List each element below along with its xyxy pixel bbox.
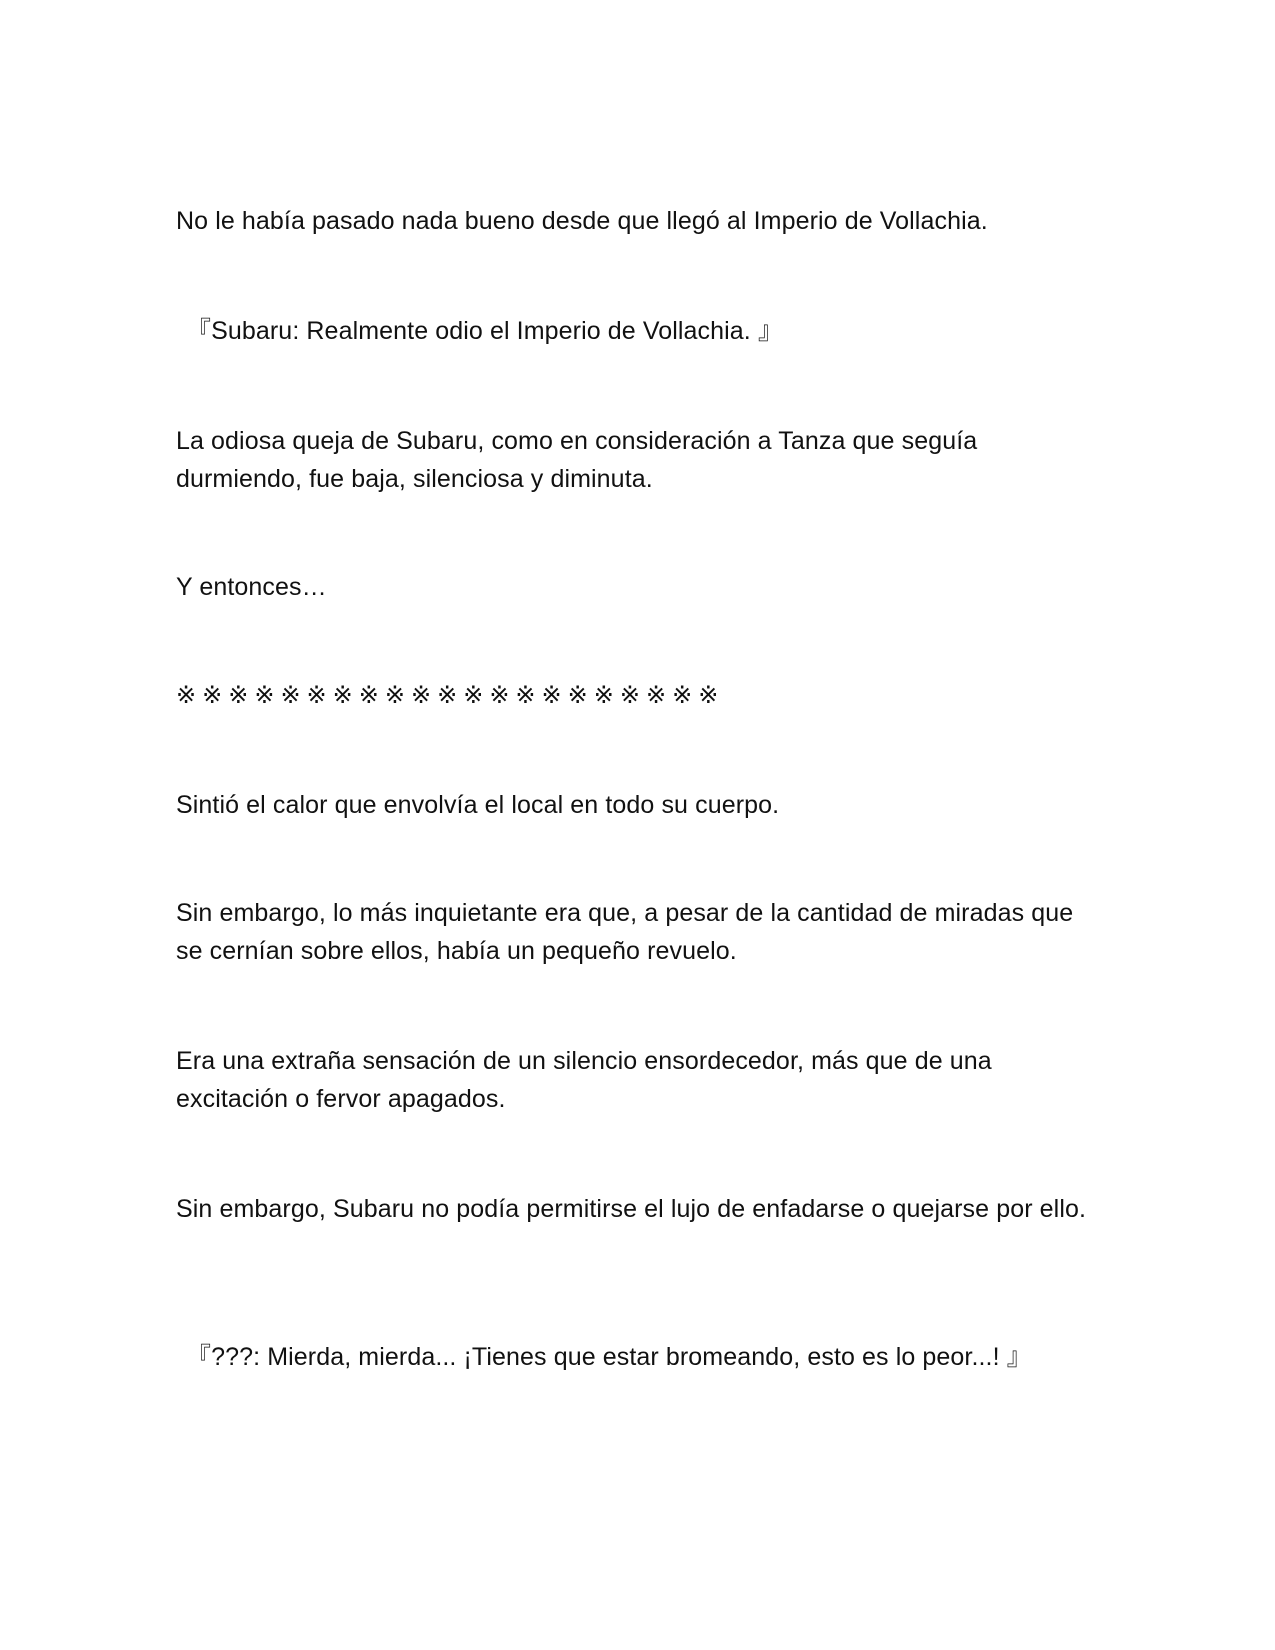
- dialogue-unknown: 『???: Mierda, mierda... ¡Tienes que estar bromeando, esto es lo peor...! 』: [186, 1343, 1032, 1371]
- dialogue-subaru: 『Subaru: Realmente odio el Imperio de Vollachia. 』: [186, 317, 783, 345]
- paragraph-narration-2: La odiosa queja de Subaru, como en consideración a Tanza que seguía durmiendo, fue baja, silenciosa y diminuta.: [176, 427, 978, 493]
- paragraph-narration-1: No le había pasado nada bueno desde que llegó al Imperio de Vollachia.: [176, 207, 988, 235]
- paragraph-narration-4: Sintió el calor que envolvía el local en todo su cuerpo.: [176, 791, 780, 819]
- scene-separator: ※※※※※※※※※※※※※※※※※※※※※: [176, 681, 725, 709]
- paragraph-narration-3: Y entonces…: [176, 573, 327, 601]
- paragraph-narration-7: Sin embargo, Subaru no podía permitirse el lujo de enfadarse o quejarse por ello.: [176, 1195, 1087, 1223]
- paragraph-narration-6: Era una extraña sensación de un silencio ensordecedor, más que de una excitación o fervor apagados.: [176, 1047, 992, 1113]
- paragraph-narration-5: Sin embargo, lo más inquietante era que, a pesar de la cantidad de miradas que se cernían sobre ellos, había un pequeño revuelo.: [176, 899, 1074, 965]
